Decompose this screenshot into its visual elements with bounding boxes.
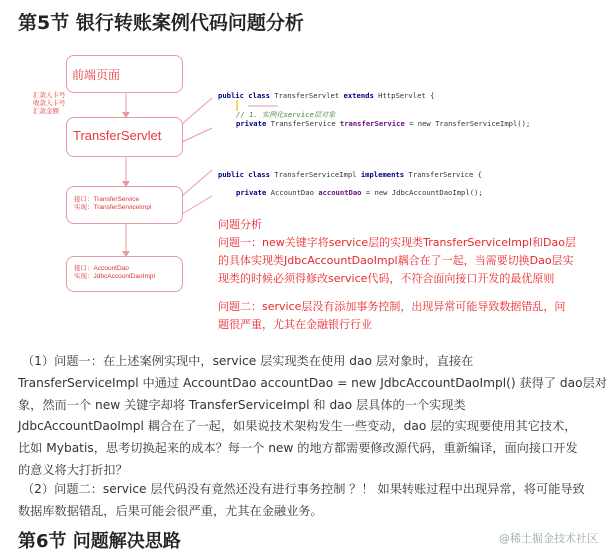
- analysis-line: 的具体实现类JdbcAccountDaoImpl耦合在了一起，当需要切换Dao层实: [218, 254, 574, 267]
- paragraph-line: 比如 Mybatis，思考切换起来的成本？每一个 new 的地方都需要修改源代码，重新编译，面向接口开发: [18, 441, 578, 456]
- analysis-line: 问题一：new关键字将service层的实现类TransferServiceImpl和Dao层: [218, 236, 576, 249]
- servlet-box: [66, 117, 183, 157]
- impl-code-line1: public class TransferServiceImpl implements TransferService {: [218, 170, 482, 179]
- link-service-code-2: [182, 196, 212, 214]
- dao-impl: 实现：JdbcAccountDaoImpl: [74, 273, 155, 280]
- service-box: [66, 186, 183, 224]
- service-box-text: [74, 196, 151, 212]
- section-title: 第6节 问题解决思路: [18, 531, 181, 552]
- analysis-heading: 问题分析: [218, 218, 262, 231]
- watermark: @稀土掘金技术社区: [499, 532, 598, 545]
- page-title: 第5节 银行转账案例代码问题分析: [18, 12, 304, 34]
- analysis-line: 题很严重，尤其在金融银行行业: [218, 318, 372, 331]
- service-impl: 实现：TransferServiceImpl: [74, 204, 152, 211]
- paragraph-1: [18, 351, 607, 482]
- input-label-payer: 汇款人卡号: [33, 92, 66, 99]
- input-labels: [33, 92, 66, 116]
- service-interface: 接口：TransferService: [74, 196, 140, 203]
- paragraph-line: 数据库数据错乱，后果可能会很严重，尤其在金融业务。: [18, 503, 323, 518]
- paragraph-line: TransferServiceImpl 中通过 AccountDao accountDao = new JdbcAccountDaoImpl() 获得了 dao层对: [18, 375, 607, 390]
- paragraph-line: （2）问题二：service 层代码没有竟然还没有进行事务控制 ？！ 如果转账过程中出现异常，将可能导致: [22, 482, 585, 496]
- dao-interface: 接口：AccountDao: [74, 265, 129, 272]
- dao-box-text: [74, 265, 155, 281]
- link-servlet-code: [182, 98, 212, 124]
- impl-code-field: private AccountDao accountDao = new JdbcAccountDaoImpl();: [236, 188, 483, 197]
- frontend-label: 前端页面: [72, 68, 121, 82]
- servlet-label: TransferServlet: [73, 128, 162, 143]
- servlet-code-comment: // 1. 实例化service层对象: [236, 110, 336, 119]
- frontend-box: [66, 55, 183, 93]
- paragraph-line: JdbcAccountDaoImpl 耦合在了一起，如果说技术架构发生一些变动，dao 层的实现要使用其它技术，: [18, 419, 577, 434]
- servlet-code-field: private TransferService transferService = new TransferServiceImpl();: [236, 119, 531, 128]
- paragraph-line: （1）问题一：在上述案例实现中，service 层实现类在使用 dao 层对象时，直接在: [22, 354, 474, 368]
- paragraph-2: [18, 479, 585, 523]
- link-servlet-code-2: [182, 128, 212, 142]
- link-service-code: [182, 170, 212, 196]
- analysis-line: 问题二：service层没有添加事务控制，出现异常可能导致数据错乱，问: [218, 300, 566, 313]
- analysis-line: 现类的时候必须得修改service代码，不符合面向接口开发的最优原则: [218, 272, 555, 285]
- paragraph-line: 象，然而一个 new 关键字却将 TransferServiceImpl 和 dao 层具体的一个实现类: [18, 397, 466, 412]
- servlet-code-line1: public class TransferServlet extends HttpServlet {: [218, 91, 435, 100]
- input-label-payee: 收款人卡号: [33, 100, 66, 107]
- input-label-amount: 汇款金额: [33, 108, 59, 115]
- paragraph-line: 的意义将大打折扣？: [18, 462, 128, 477]
- dao-box: [66, 256, 183, 292]
